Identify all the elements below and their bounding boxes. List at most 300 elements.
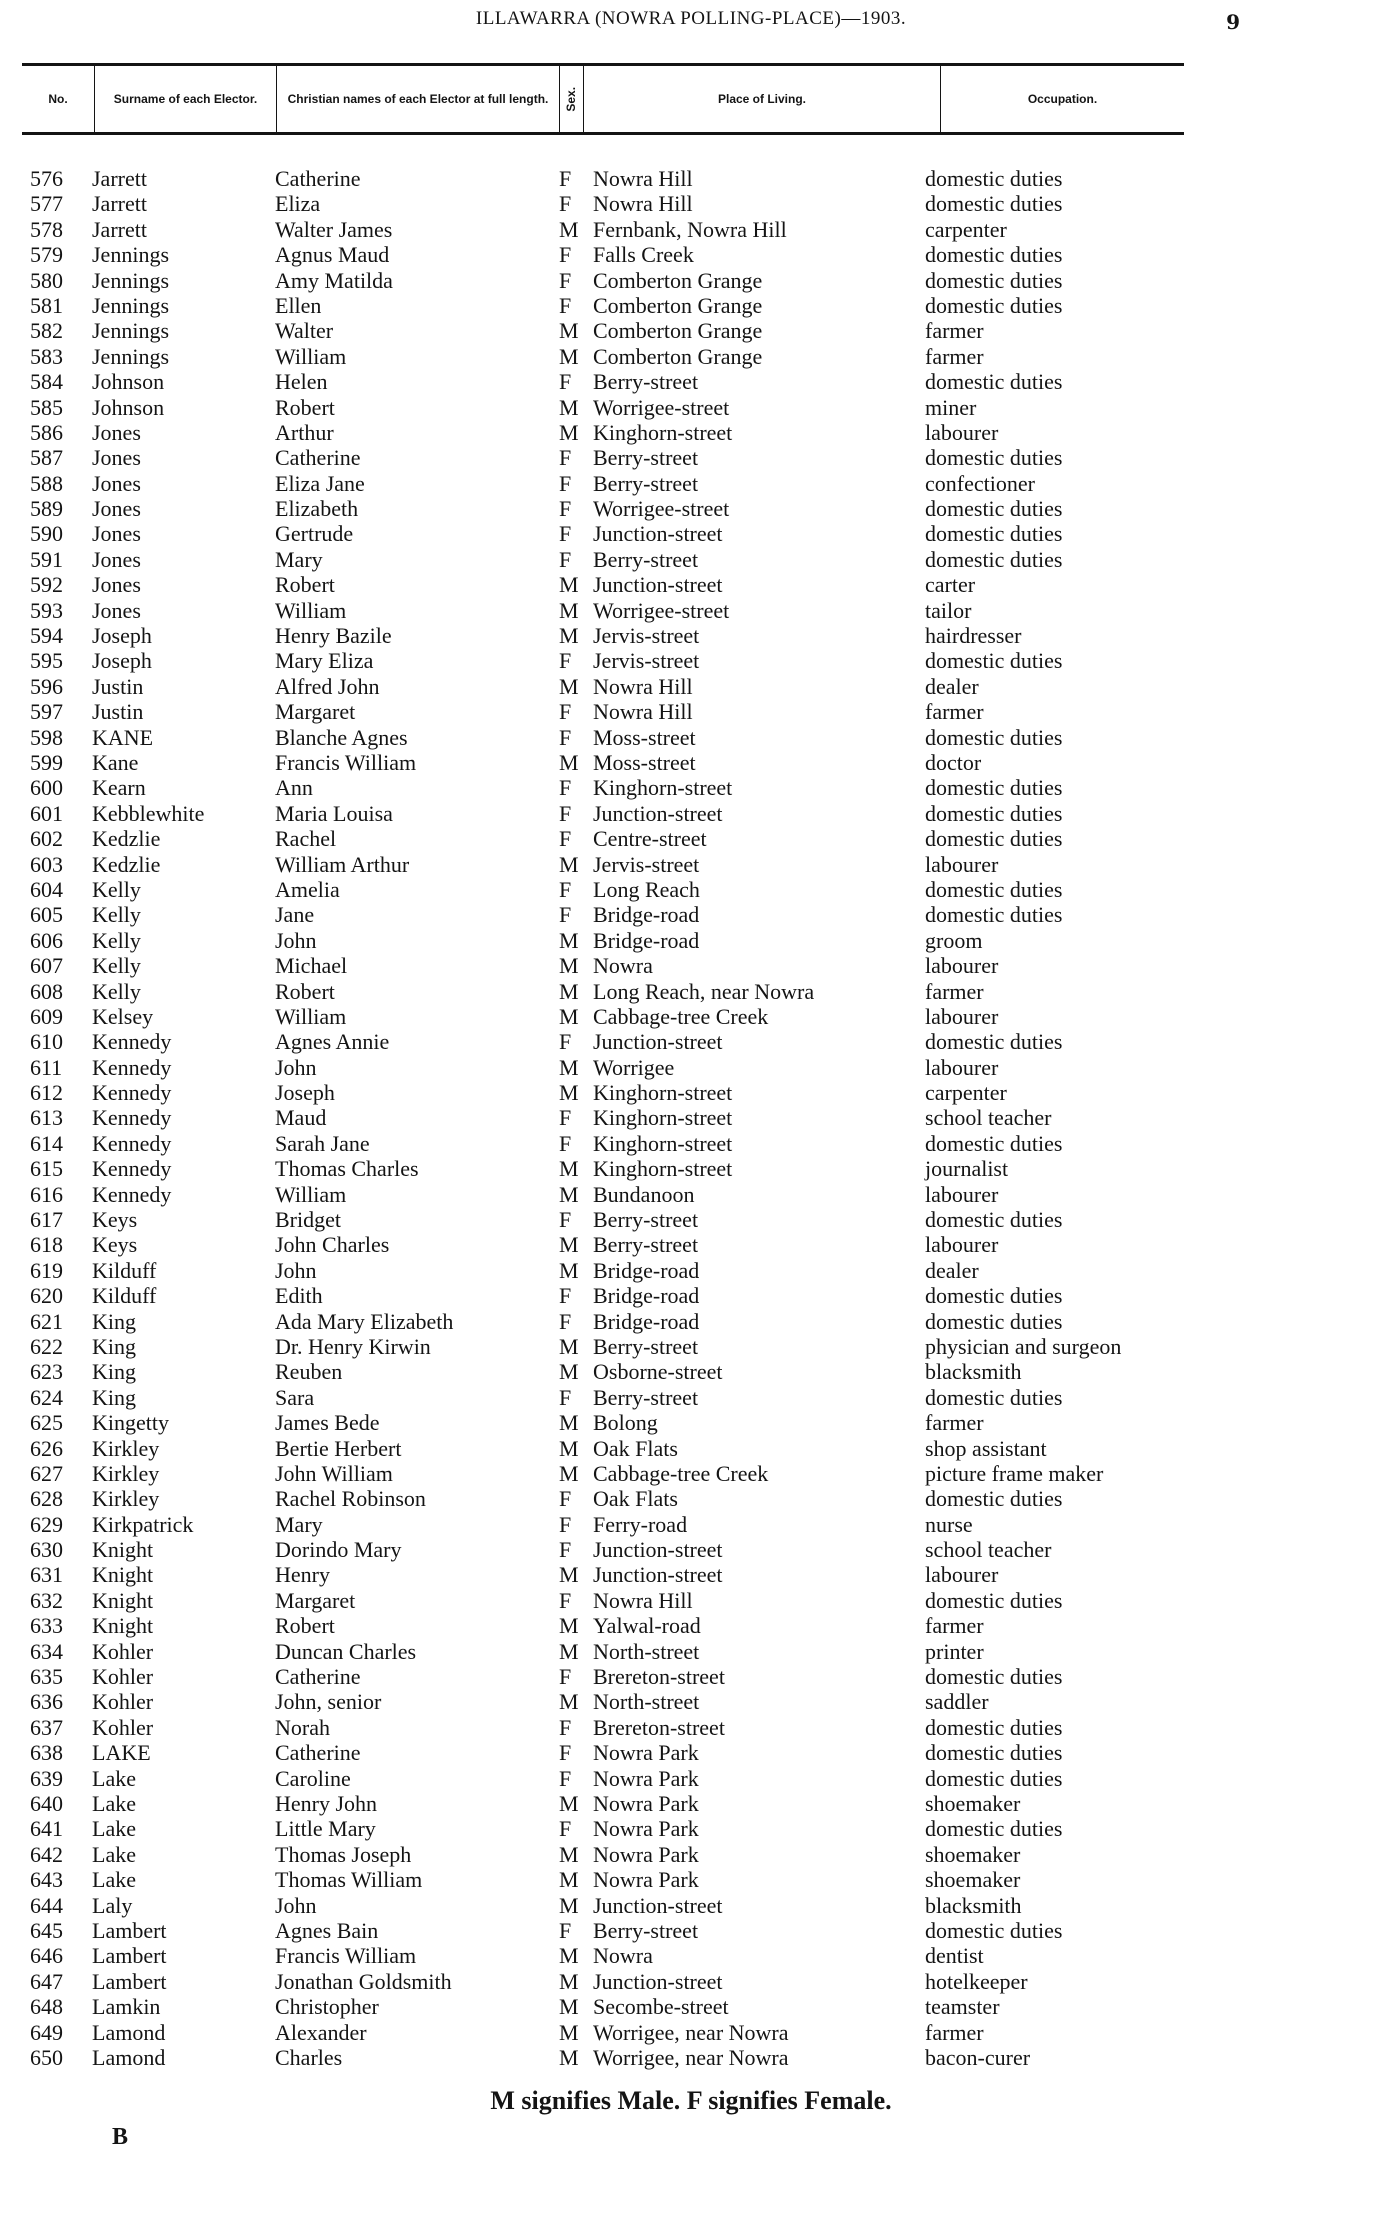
elector-christian-names: Dorindo Mary (275, 1537, 402, 1563)
elector-christian-names: Jonathan Goldsmith (275, 1968, 452, 1994)
elector-place: Berry-street (593, 546, 699, 572)
elector-occupation: domestic duties (925, 166, 1063, 191)
table-row (0, 242, 1382, 267)
elector-number: 593 (30, 597, 63, 623)
elector-place: Kinghorn-street (593, 419, 733, 445)
elector-christian-names: Maud (275, 1105, 327, 1131)
elector-surname: Jennings (92, 343, 169, 369)
elector-occupation: domestic duties (925, 445, 1063, 471)
elector-christian-names: Rachel (275, 826, 337, 852)
elector-occupation: farmer (925, 343, 984, 369)
elector-christian-names: Edith (275, 1283, 323, 1309)
elector-number: 635 (30, 1664, 63, 1690)
elector-place: Secombe-street (593, 1994, 729, 2020)
elector-christian-names: John (275, 1892, 317, 1918)
elector-surname: Keys (92, 1207, 138, 1233)
elector-occupation: dealer (925, 1257, 979, 1283)
elector-christian-names: Francis William (275, 1943, 417, 1969)
elector-sex: M (559, 1638, 579, 1664)
elector-number: 647 (30, 1968, 63, 1994)
elector-occupation: picture frame maker (925, 1460, 1104, 1486)
table-row (0, 1055, 1382, 1080)
elector-christian-names: Agnes Annie (275, 1029, 390, 1055)
elector-sex: M (559, 673, 579, 699)
elector-place: Fernbank, Nowra Hill (593, 216, 787, 242)
elector-christian-names: Sara (275, 1384, 315, 1410)
elector-surname: Kennedy (92, 1181, 172, 1207)
elector-christian-names: Dr. Henry Kirwin (275, 1333, 431, 1359)
table-row (0, 674, 1382, 699)
table-row (0, 1029, 1382, 1054)
elector-place: Berry-street (593, 1207, 699, 1233)
elector-surname: Kebblewhite (92, 800, 205, 826)
elector-surname: Kilduff (92, 1257, 157, 1283)
elector-surname: Jennings (92, 292, 169, 318)
page-header (0, 8, 1382, 44)
elector-place: Junction-street (593, 1029, 723, 1055)
table-row (0, 979, 1382, 1004)
elector-christian-names: Norah (275, 1714, 330, 1740)
elector-sex: M (559, 927, 579, 953)
elector-occupation: domestic duties (925, 1283, 1063, 1309)
elector-number: 622 (30, 1333, 63, 1359)
elector-place: Nowra Hill (593, 191, 693, 217)
elector-surname: Kelly (92, 927, 141, 953)
elector-place: Yalwal-road (593, 1613, 701, 1639)
elector-surname: Kingetty (92, 1410, 169, 1436)
elector-occupation: domestic duties (925, 1130, 1063, 1156)
table-row (0, 1309, 1382, 1334)
elector-christian-names: Little Mary (275, 1816, 376, 1842)
elector-number: 597 (30, 699, 63, 725)
elector-occupation: domestic duties (925, 191, 1063, 217)
elector-number: 588 (30, 470, 63, 496)
elector-number: 642 (30, 1841, 63, 1867)
elector-number: 608 (30, 978, 63, 1004)
table-row (0, 268, 1382, 293)
elector-place: Junction-street (593, 1562, 723, 1588)
elector-occupation: tailor (925, 597, 972, 623)
elector-occupation: domestic duties (925, 1714, 1063, 1740)
elector-place: Centre-street (593, 826, 707, 852)
elector-sex: F (559, 902, 572, 928)
elector-sex: F (559, 1384, 572, 1410)
elector-surname: Kennedy (92, 1130, 172, 1156)
elector-place: Comberton Grange (593, 267, 763, 293)
table-row (0, 1639, 1382, 1664)
elector-number: 632 (30, 1587, 63, 1613)
elector-occupation: labourer (925, 1181, 999, 1207)
elector-number: 586 (30, 419, 63, 445)
elector-number: 607 (30, 953, 63, 979)
elector-christian-names: William (275, 1181, 347, 1207)
elector-christian-names: Robert (275, 394, 335, 420)
elector-sex: F (559, 166, 572, 191)
elector-surname: King (92, 1384, 136, 1410)
elector-number: 579 (30, 242, 63, 268)
elector-occupation: physician and surgeon (925, 1333, 1122, 1359)
elector-christian-names: Amelia (275, 876, 340, 902)
elector-number: 592 (30, 572, 63, 598)
elector-surname: Kennedy (92, 1105, 172, 1131)
elector-sex: F (559, 699, 572, 725)
elector-surname: Knight (92, 1537, 154, 1563)
elector-number: 638 (30, 1740, 63, 1766)
elector-christian-names: Catherine (275, 445, 361, 471)
elector-surname: Kirkley (92, 1435, 160, 1461)
elector-place: Nowra Park (593, 1791, 699, 1816)
table-row (0, 953, 1382, 978)
elector-surname: Kelly (92, 978, 141, 1004)
elector-place: Oak Flats (593, 1486, 678, 1512)
elector-occupation: saddler (925, 1689, 989, 1715)
elector-number: 610 (30, 1029, 63, 1055)
elector-place: Comberton Grange (593, 318, 763, 344)
elector-occupation: shop assistant (925, 1435, 1047, 1461)
table-row (0, 496, 1382, 521)
table-row (0, 1156, 1382, 1181)
table-row (0, 1969, 1382, 1994)
elector-number: 633 (30, 1613, 63, 1639)
elector-christian-names: Bertie Herbert (275, 1435, 402, 1461)
elector-number: 637 (30, 1714, 63, 1740)
elector-surname: Kohler (92, 1714, 154, 1740)
elector-place: Brereton-street (593, 1714, 725, 1740)
elector-number: 600 (30, 775, 63, 801)
elector-occupation: bacon-curer (925, 2044, 1031, 2070)
elector-surname: Kirkley (92, 1460, 160, 1486)
table-row (0, 1588, 1382, 1613)
elector-sex: F (559, 521, 572, 547)
elector-sex: M (559, 318, 579, 344)
elector-place: Nowra Hill (593, 1587, 693, 1613)
elector-sex: M (559, 216, 579, 242)
elector-surname: Lambert (92, 1917, 167, 1943)
elector-number: 649 (30, 2019, 63, 2045)
elector-place: North-street (593, 1689, 700, 1715)
elector-place: Long Reach (593, 876, 700, 902)
table-row (0, 217, 1382, 242)
elector-sex: F (559, 191, 572, 217)
elector-occupation: domestic duties (925, 496, 1063, 522)
elector-occupation: domestic duties (925, 1917, 1063, 1943)
elector-place: Nowra Hill (593, 166, 693, 191)
elector-number: 609 (30, 1003, 63, 1029)
elector-place: Long Reach, near Nowra (593, 978, 815, 1004)
elector-occupation: journalist (925, 1156, 1009, 1182)
elector-place: Bridge-road (593, 1257, 700, 1283)
elector-place: Kinghorn-street (593, 1130, 733, 1156)
elector-number: 581 (30, 292, 63, 318)
elector-number: 576 (30, 166, 63, 191)
elector-occupation: domestic duties (925, 876, 1063, 902)
elector-number: 618 (30, 1232, 63, 1258)
elector-christian-names: Ada Mary Elizabeth (275, 1308, 454, 1334)
elector-number: 580 (30, 267, 63, 293)
table-row (0, 1258, 1382, 1283)
sex-legend-note: M signifies Male. F signifies Female. (490, 2086, 892, 2115)
table-row (0, 1689, 1382, 1714)
elector-surname: Jarrett (92, 166, 147, 191)
elector-number: 627 (30, 1460, 63, 1486)
elector-surname: King (92, 1359, 136, 1385)
elector-place: Moss-street (593, 749, 696, 775)
elector-number: 620 (30, 1283, 63, 1309)
elector-place: Nowra Park (593, 1841, 699, 1867)
elector-occupation: shoemaker (925, 1867, 1021, 1893)
table-row (0, 1893, 1382, 1918)
elector-surname: Jennings (92, 242, 169, 268)
elector-place: Worrigee (593, 1054, 675, 1080)
elector-number: 624 (30, 1384, 63, 1410)
elector-place: Bridge-road (593, 902, 700, 928)
elector-christian-names: Thomas William (275, 1867, 423, 1893)
elector-surname: Laly (92, 1892, 133, 1918)
elector-surname: Knight (92, 1587, 154, 1613)
elector-surname: Jones (92, 419, 141, 445)
elector-place: Nowra Hill (593, 699, 693, 725)
elector-occupation: domestic duties (925, 1384, 1063, 1410)
elector-sex: F (559, 1765, 572, 1791)
elector-sex: F (559, 1486, 572, 1512)
elector-surname: Lambert (92, 1968, 167, 1994)
elector-occupation: confectioner (925, 470, 1035, 496)
table-row (0, 420, 1382, 445)
table-row (0, 699, 1382, 724)
table-row (0, 598, 1382, 623)
elector-surname: Lake (92, 1816, 136, 1842)
elector-sex: F (559, 724, 572, 750)
elector-surname: Kohler (92, 1664, 154, 1690)
elector-place: Osborne-street (593, 1359, 723, 1385)
table-row (0, 1105, 1382, 1130)
elector-sex: M (559, 1562, 579, 1588)
elector-sex: M (559, 597, 579, 623)
elector-christian-names: Rachel Robinson (275, 1486, 426, 1512)
elector-sex: F (559, 242, 572, 268)
elector-number: 644 (30, 1892, 63, 1918)
elector-surname: Lake (92, 1791, 136, 1816)
elector-number: 619 (30, 1257, 63, 1283)
elector-place: Berry-street (593, 369, 699, 395)
elector-christian-names: Thomas Joseph (275, 1841, 412, 1867)
elector-surname: Kohler (92, 1638, 154, 1664)
table-row (0, 1816, 1382, 1841)
elector-christian-names: Margaret (275, 1587, 356, 1613)
elector-sex: M (559, 1460, 579, 1486)
elector-occupation: labourer (925, 851, 999, 877)
elector-number: 590 (30, 521, 63, 547)
elector-christian-names: Robert (275, 572, 335, 598)
table-row (0, 318, 1382, 343)
elector-occupation: domestic duties (925, 292, 1063, 318)
elector-surname: Jones (92, 470, 141, 496)
elector-surname: Keys (92, 1232, 138, 1258)
elector-number: 625 (30, 1410, 63, 1436)
elector-place: Nowra Park (593, 1765, 699, 1791)
table-row (0, 928, 1382, 953)
elector-place: Bridge-road (593, 927, 700, 953)
elector-sex: M (559, 394, 579, 420)
elector-surname: Kelsey (92, 1003, 154, 1029)
elector-occupation: blacksmith (925, 1892, 1022, 1918)
elector-occupation: blacksmith (925, 1359, 1022, 1385)
elector-sex: M (559, 1892, 579, 1918)
elector-surname: Kennedy (92, 1054, 172, 1080)
table-row (0, 1131, 1382, 1156)
elector-surname: King (92, 1308, 136, 1334)
elector-place: Junction-street (593, 1892, 723, 1918)
elector-number: 603 (30, 851, 63, 877)
elector-sex: M (559, 1943, 579, 1969)
table-row (0, 1715, 1382, 1740)
elector-place: Worrigee-street (593, 394, 730, 420)
column-header-row (22, 63, 1184, 135)
elector-surname: Jones (92, 445, 141, 471)
elector-number: 614 (30, 1130, 63, 1156)
elector-number: 585 (30, 394, 63, 420)
column-header-no: No. (48, 91, 68, 106)
elector-surname: Kilduff (92, 1283, 157, 1309)
elector-list (0, 166, 1382, 2070)
elector-surname: Kane (92, 749, 139, 775)
elector-christian-names: John William (275, 1460, 393, 1486)
elector-christian-names: Alfred John (275, 673, 380, 699)
elector-occupation: hotelkeeper (925, 1968, 1028, 1994)
elector-christian-names: Mary (275, 546, 323, 572)
elector-place: Junction-street (593, 572, 723, 598)
elector-occupation: domestic duties (925, 775, 1063, 801)
elector-christian-names: Bridget (275, 1207, 341, 1233)
elector-number: 591 (30, 546, 63, 572)
elector-christian-names: Elizabeth (275, 496, 359, 522)
elector-number: 611 (30, 1054, 63, 1080)
column-header-christian-names: Christian names of each Elector at full length. (276, 66, 559, 132)
elector-christian-names: Mary (275, 1511, 323, 1537)
elector-number: 617 (30, 1207, 63, 1233)
table-row (0, 1385, 1382, 1410)
elector-christian-names: John (275, 1054, 317, 1080)
elector-occupation: printer (925, 1638, 984, 1664)
elector-place: Jervis-street (593, 648, 700, 674)
elector-number: 634 (30, 1638, 63, 1664)
elector-surname: Jones (92, 521, 141, 547)
elector-sex: F (559, 800, 572, 826)
elector-number: 583 (30, 343, 63, 369)
elector-number: 645 (30, 1917, 63, 1943)
elector-place: Nowra (593, 1943, 653, 1969)
elector-sex: F (559, 292, 572, 318)
elector-number: 612 (30, 1080, 63, 1106)
elector-number: 639 (30, 1765, 63, 1791)
elector-occupation: domestic duties (925, 1308, 1063, 1334)
elector-surname: Johnson (92, 369, 165, 395)
elector-occupation: labourer (925, 1003, 999, 1029)
elector-christian-names: Sarah Jane (275, 1130, 370, 1156)
elector-christian-names: Mary Eliza (275, 648, 374, 674)
elector-place: Berry-street (593, 445, 699, 471)
elector-occupation: labourer (925, 1054, 999, 1080)
elector-occupation: farmer (925, 2019, 984, 2045)
elector-sex: M (559, 1232, 579, 1258)
elector-number: 601 (30, 800, 63, 826)
elector-sex: F (559, 1917, 572, 1943)
elector-sex: M (559, 1791, 579, 1816)
elector-sex: M (559, 1080, 579, 1106)
elector-surname: Jennings (92, 318, 169, 344)
table-row (0, 1207, 1382, 1232)
elector-sex: F (559, 1308, 572, 1334)
elector-surname: Lamond (92, 2044, 166, 2070)
elector-christian-names: John (275, 927, 317, 953)
elector-place: Cabbage-tree Creek (593, 1460, 769, 1486)
elector-occupation: dealer (925, 673, 979, 699)
table-row (0, 1740, 1382, 1765)
elector-sex: M (559, 2044, 579, 2070)
elector-occupation: domestic duties (925, 724, 1063, 750)
table-row (0, 191, 1382, 216)
elector-place: Junction-street (593, 1537, 723, 1563)
elector-number: 643 (30, 1867, 63, 1893)
table-row (0, 801, 1382, 826)
elector-christian-names: William (275, 597, 347, 623)
elector-number: 613 (30, 1105, 63, 1131)
table-row (0, 902, 1382, 927)
elector-sex: F (559, 267, 572, 293)
elector-surname: Jarrett (92, 191, 147, 217)
elector-sex: F (559, 1714, 572, 1740)
table-row (0, 1080, 1382, 1105)
elector-christian-names: Eliza (275, 191, 321, 217)
elector-sex: M (559, 623, 579, 649)
elector-sex: M (559, 1689, 579, 1715)
elector-surname: Kirkley (92, 1486, 160, 1512)
elector-surname: Kedzlie (92, 826, 161, 852)
elector-number: 640 (30, 1791, 63, 1816)
column-header-sex (559, 66, 583, 132)
table-row (0, 166, 1382, 191)
elector-christian-names: Arthur (275, 419, 334, 445)
elector-occupation: domestic duties (925, 267, 1063, 293)
elector-surname: Lake (92, 1867, 136, 1893)
elector-sex: F (559, 1740, 572, 1766)
elector-number: 636 (30, 1689, 63, 1715)
elector-sex: M (559, 419, 579, 445)
table-row (0, 521, 1382, 546)
elector-occupation: nurse (925, 1511, 973, 1537)
elector-place: Berry-street (593, 1384, 699, 1410)
elector-place: Kinghorn-street (593, 1080, 733, 1106)
elector-place: Bundanoon (593, 1181, 695, 1207)
elector-occupation: miner (925, 394, 977, 420)
elector-occupation: farmer (925, 699, 984, 725)
elector-sex: F (559, 1664, 572, 1690)
elector-number: 594 (30, 623, 63, 649)
column-header-surname: Surname of each Elector. (94, 66, 276, 132)
table-row (0, 775, 1382, 800)
elector-sex: F (559, 1207, 572, 1233)
table-row (0, 1359, 1382, 1384)
elector-sex: F (559, 775, 572, 801)
elector-sex: M (559, 1613, 579, 1639)
elector-sex: M (559, 1003, 579, 1029)
page-title: ILLAWARRA (NOWRA POLLING-PLACE)—1903. (475, 8, 907, 29)
elector-christian-names: Jane (275, 902, 315, 928)
elector-christian-names: Blanche Agnes (275, 724, 408, 750)
elector-sex: F (559, 1587, 572, 1613)
elector-surname: Kearn (92, 775, 146, 801)
elector-sex: M (559, 1968, 579, 1994)
